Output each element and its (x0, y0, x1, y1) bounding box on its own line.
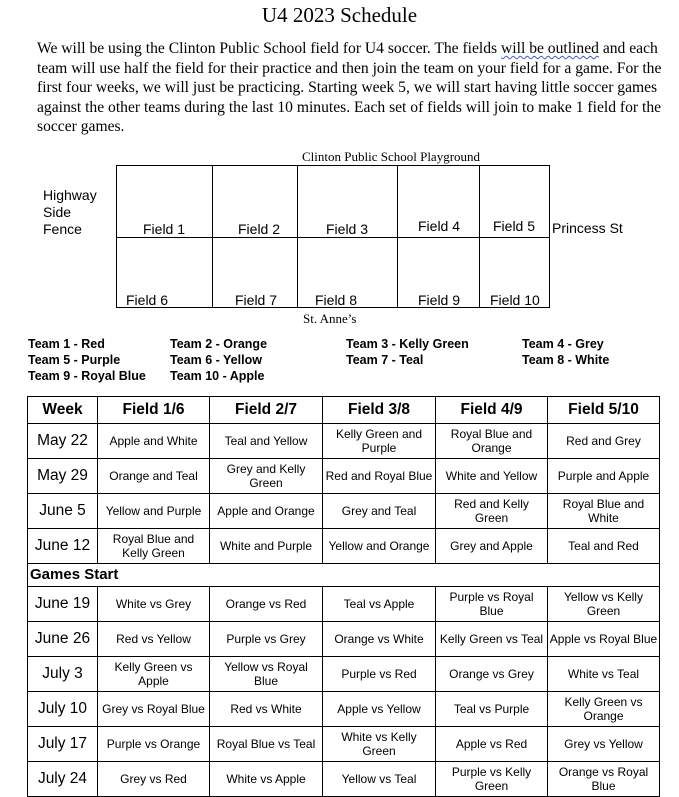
table-row (28, 762, 660, 797)
team-item: Team 1 - Red (28, 337, 105, 351)
table-row (28, 692, 660, 727)
table-cell: Purple vs Royal Blue (436, 587, 548, 622)
playground-left-label (43, 187, 97, 238)
table-cell: White vs Grey (98, 587, 210, 622)
team-item: Team 7 - Teal (346, 353, 424, 367)
table-header-row (28, 397, 660, 424)
table-cell: Grey and Apple (436, 529, 548, 564)
section-row (28, 564, 660, 587)
playground-top-label: Clinton Public School Playground (302, 149, 481, 164)
table-cell: Teal vs Purple (436, 692, 548, 727)
table-cell: Red and Royal Blue (323, 459, 436, 494)
table-cell: Teal and Red (548, 529, 660, 564)
team-item: Team 8 - White (522, 353, 610, 367)
table-cell: Grey and Kelly Green (210, 459, 323, 494)
week-cell: July 10 (28, 692, 98, 727)
table-cell: Yellow vs Royal Blue (210, 657, 323, 692)
table-cell: White vs Apple (210, 762, 323, 797)
table-cell: Purple vs Red (323, 657, 436, 692)
table-cell: White and Purple (210, 529, 323, 564)
table-row (28, 657, 660, 692)
games-start-label: Games Start (28, 564, 660, 587)
playground-right-label: Princess St (552, 220, 623, 236)
table-cell: Red vs White (210, 692, 323, 727)
table-cell: Royal Blue vs Teal (210, 727, 323, 762)
table-cell: Purple vs Kelly Green (436, 762, 548, 797)
table-cell: Purple vs Orange (98, 727, 210, 762)
week-cell: June 26 (28, 622, 98, 657)
team-item: Team 6 - Yellow (170, 353, 262, 367)
table-cell: Kelly Green vs Teal (436, 622, 548, 657)
table-row (28, 529, 660, 564)
table-cell: Apple vs Royal Blue (548, 622, 660, 657)
field-label-4: Field 4 (418, 218, 461, 234)
table-row (28, 587, 660, 622)
table-cell: Kelly Green vs Orange (548, 692, 660, 727)
table-cell: Grey and Teal (323, 494, 436, 529)
table-cell: Yellow vs Kelly Green (548, 587, 660, 622)
week-cell: July 3 (28, 657, 98, 692)
table-cell: Yellow and Orange (323, 529, 436, 564)
column-header: Field 4/9 (436, 397, 548, 424)
table-cell: White and Yellow (436, 459, 548, 494)
field-label-1: Field 1 (143, 221, 186, 237)
team-item: Team 3 - Kelly Green (346, 337, 469, 351)
table-cell: Teal and Yellow (210, 424, 323, 459)
document-title: U4 2023 Schedule (261, 3, 418, 27)
team-item: Team 10 - Apple (170, 369, 265, 383)
table-cell: Royal Blue and White (548, 494, 660, 529)
field-label-9: Field 9 (418, 292, 461, 308)
table-row (28, 727, 660, 762)
table-cell: Grey vs Red (98, 762, 210, 797)
table-cell: Kelly Green vs Apple (98, 657, 210, 692)
table-cell: Orange vs Red (210, 587, 323, 622)
table-row (28, 459, 660, 494)
left-label-line-1: Highway (43, 187, 97, 203)
table-row (28, 622, 660, 657)
intro-text-start: We will be using the Clinton Public School field for U4 soccer. The fields (37, 40, 502, 57)
team-item: Team 4 - Grey (522, 337, 604, 351)
week-cell: June 12 (28, 529, 98, 564)
week-cell: May 22 (28, 424, 98, 459)
table-cell: Purple vs Grey (210, 622, 323, 657)
week-cell: June 5 (28, 494, 98, 529)
team-item: Team 5 - Purple (28, 353, 121, 367)
table-cell: Grey vs Yellow (548, 727, 660, 762)
table-cell: Yellow vs Teal (323, 762, 436, 797)
table-cell: Orange and Teal (98, 459, 210, 494)
table-cell: Apple vs Red (436, 727, 548, 762)
table-cell: Orange vs White (323, 622, 436, 657)
table-row (28, 494, 660, 529)
table-row (28, 424, 660, 459)
field-label-5: Field 5 (493, 218, 536, 234)
column-header: Field 3/8 (323, 397, 436, 424)
table-cell: Purple and Apple (548, 459, 660, 494)
field-label-6: Field 6 (126, 292, 169, 308)
week-cell: June 19 (28, 587, 98, 622)
field-label-8: Field 8 (315, 292, 358, 308)
left-label-line-2: Side (43, 204, 72, 220)
table-cell: Red and Grey (548, 424, 660, 459)
field-label-2: Field 2 (238, 221, 281, 237)
intro-text-end: and each team will use half the field for their practice and then join the team on your field for a game. For the first four weeks, we will just be practicing. Starting week 5, we will start having little soccer games against the other teams during the last 10 minutes. Each set of fields will join to make 1 field for the soccer games. (37, 40, 662, 135)
table-cell: Orange vs Grey (436, 657, 548, 692)
table-cell: Royal Blue and Orange (436, 424, 548, 459)
playground-bottom-label: St. Anne’s (303, 311, 357, 326)
field-label-3: Field 3 (326, 221, 369, 237)
column-header: Week (28, 397, 98, 424)
team-item: Team 9 - Royal Blue (28, 369, 146, 383)
table-cell: Kelly Green and Purple (323, 424, 436, 459)
intro-paragraph (37, 39, 662, 137)
table-cell: Orange vs Royal Blue (548, 762, 660, 797)
schedule-table (27, 396, 660, 797)
field-label-7: Field 7 (235, 292, 278, 308)
spellcheck-flagged-text[interactable]: will be outlined (501, 40, 599, 57)
left-label-line-3: Fence (43, 221, 82, 237)
column-header: Field 5/10 (548, 397, 660, 424)
table-cell: Yellow and Purple (98, 494, 210, 529)
table-cell: White vs Teal (548, 657, 660, 692)
table-cell: Apple and Orange (210, 494, 323, 529)
table-cell: Red and Kelly Green (436, 494, 548, 529)
field-label-10: Field 10 (490, 292, 540, 308)
column-header: Field 2/7 (210, 397, 323, 424)
week-cell: July 17 (28, 727, 98, 762)
team-item: Team 2 - Orange (170, 337, 268, 351)
table-cell: Grey vs Royal Blue (98, 692, 210, 727)
table-cell: Apple vs Yellow (323, 692, 436, 727)
table-cell: Teal vs Apple (323, 587, 436, 622)
table-cell: White vs Kelly Green (323, 727, 436, 762)
week-cell: July 24 (28, 762, 98, 797)
week-cell: May 29 (28, 459, 98, 494)
table-cell: Royal Blue and Kelly Green (98, 529, 210, 564)
column-header: Field 1/6 (98, 397, 210, 424)
table-cell: Apple and White (98, 424, 210, 459)
table-cell: Red vs Yellow (98, 622, 210, 657)
